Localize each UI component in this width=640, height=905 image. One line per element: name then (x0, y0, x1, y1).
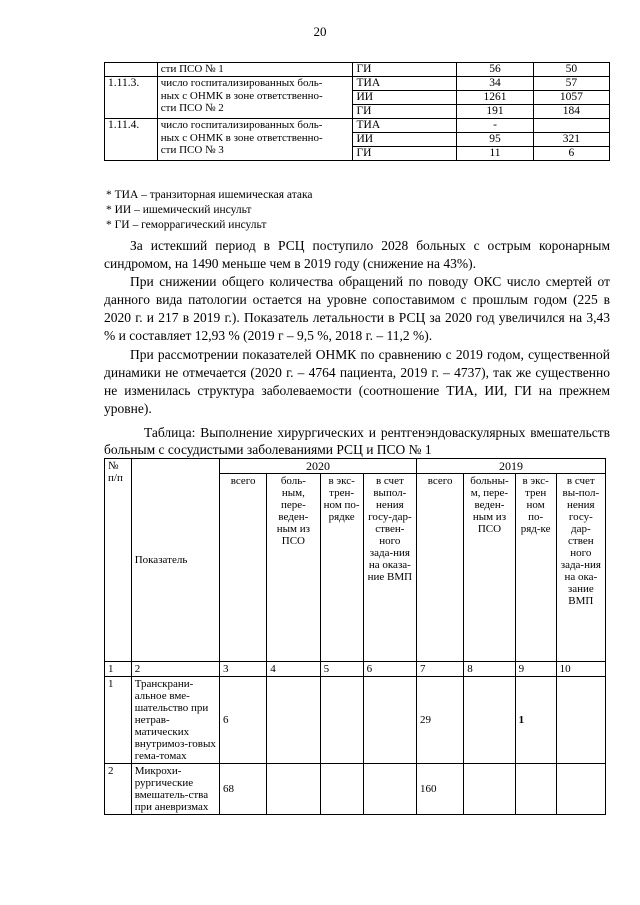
table-cell (267, 764, 320, 815)
onmk-table-row (105, 77, 610, 91)
table-cell (320, 677, 363, 764)
subheader-2020: боль-ным, пере-веден-ным из ПСО (267, 474, 320, 662)
table-row (105, 764, 606, 815)
description-line: число госпитализированных боль- (160, 77, 323, 89)
value-2019: 321 (533, 133, 609, 147)
table-cell (556, 764, 605, 815)
subheader-2019: в счет вы-пол-нения госу-дар-ствен ного зада-ния на ока-зание ВМП (556, 474, 605, 662)
row-description (157, 77, 353, 119)
column-number: 7 (417, 662, 464, 677)
stroke-type: ТИА (353, 119, 457, 133)
value-2019: 1057 (533, 91, 609, 105)
table-cell (464, 764, 515, 815)
table-cell (515, 764, 556, 815)
table-cell (363, 677, 416, 764)
footnote-ii: * ИИ – ишемический инсульт (106, 204, 252, 216)
table-row (105, 677, 606, 764)
row-description (157, 63, 353, 77)
subheader-2019: в экс-трен ном по-ряд-ке (515, 474, 556, 662)
row-description (157, 119, 353, 161)
stroke-type: ИИ (353, 91, 457, 105)
table-cell (363, 764, 416, 815)
row-number: 1.11.3. (105, 77, 158, 119)
onmk-table (104, 62, 610, 161)
value-2020: 11 (457, 147, 533, 161)
column-number: 10 (556, 662, 605, 677)
stroke-type: ИИ (353, 133, 457, 147)
subheader-2020: в экс-трен-ном по-рядке (320, 474, 363, 662)
table-cell: 29 (417, 677, 464, 764)
value-2020: 56 (457, 63, 533, 77)
table-cell: 1 (515, 677, 556, 764)
row-indicator: Микрохи-рургические вмешатель-ства при аневризмах (131, 764, 219, 815)
value-2020: - (457, 119, 533, 133)
subheader-2020: в счет выпол-нения госу-дар-ствен-ного зада-ния на оказа-ние ВМП (363, 474, 416, 662)
value-2019 (533, 119, 609, 133)
column-number: 4 (267, 662, 320, 677)
stroke-type: ГИ (353, 105, 457, 119)
table-cell (464, 677, 515, 764)
header-indicator: Показатель (131, 459, 219, 662)
onmk-table-row (105, 119, 610, 133)
surgery-table (104, 458, 606, 815)
description-line: сти ПСО № 1 (160, 63, 224, 75)
table-cell: 6 (219, 677, 266, 764)
header-year-2019: 2019 (417, 459, 606, 474)
table-caption: Таблица: Выполнение хирургических и рентгенэндоваскулярных вмешательств больным с сосудистыми заболеваниями РСЦ и ПСО № 1 (104, 425, 610, 457)
row-number: 2 (105, 764, 132, 815)
onmk-table-row (105, 63, 610, 77)
description-line: сти ПСО № 2 (160, 102, 224, 114)
footnotes (106, 188, 313, 233)
subheader-2019: больны-м, пере-веден-ным из ПСО (464, 474, 515, 662)
table-cell (267, 677, 320, 764)
table-cell (320, 764, 363, 815)
table-cell: 68 (219, 764, 266, 815)
value-2019: 50 (533, 63, 609, 77)
footnote-gi: * ГИ – геморрагический инсульт (106, 219, 267, 231)
column-number: 6 (363, 662, 416, 677)
column-number: 9 (515, 662, 556, 677)
stroke-type: ТИА (353, 77, 457, 91)
column-number: 5 (320, 662, 363, 677)
description-line: ных с ОНМК в зоне ответственно- (160, 131, 323, 144)
row-number: 1.11.4. (105, 119, 158, 161)
paragraph-onmk: При рассмотрении показателей ОНМК по сравнению с 2019 годом, существенной динамики не отмечается (2020 г. – 4764 пациента, 2019 г. – 4737), так же существенно не изменилась структура заболеваемости (соотношение ТИА, ИИ, ГИ на прежнем уровне). (104, 347, 610, 416)
row-indicator: Транскрани-альное вме-шательство при нетрав-матических внутримоз-говых гема-томах (131, 677, 219, 764)
column-number: 3 (219, 662, 266, 677)
subheader-2020: всего (219, 474, 266, 662)
value-2020: 95 (457, 133, 533, 147)
value-2020: 1261 (457, 91, 533, 105)
value-2020: 34 (457, 77, 533, 91)
description-line: число госпитализированных боль- (160, 119, 323, 131)
row-number (105, 63, 158, 77)
table-cell: 160 (417, 764, 464, 815)
value-2019: 184 (533, 105, 609, 119)
row-number: 1 (105, 677, 132, 764)
description-line: ных с ОНМК в зоне ответственно- (160, 89, 323, 102)
table-cell (556, 677, 605, 764)
value-2019: 57 (533, 77, 609, 91)
value-2020: 191 (457, 105, 533, 119)
stroke-type: ГИ (353, 63, 457, 77)
footnote-tia: * ТИА – транзиторная ишемическая атака (106, 189, 313, 201)
header-no: № п/п (105, 459, 132, 662)
column-number: 8 (464, 662, 515, 677)
column-number: 1 (105, 662, 132, 677)
paragraph-mortality: При снижении общего количества обращений по поводу ОКС число смертей от данного вида патологии остается на уровне сопоставимом с прошлым годом (225 в 2020 г. и 217 в 2019 г.). Показатель летальности в РСЦ за 2020 год увеличился на 3,43 % и составляет 12,93 % (2019 г – 9,5 %, 2018 г. – 11,2 %). (104, 274, 610, 343)
header-year-2020: 2020 (219, 459, 416, 474)
column-number: 2 (131, 662, 219, 677)
subheader-2019: всего (417, 474, 464, 662)
stroke-type: ГИ (353, 147, 457, 161)
description-line: сти ПСО № 3 (160, 144, 224, 156)
page-number: 20 (313, 24, 327, 39)
paragraph-oks: За истекший период в РСЦ поступило 2028 больных с острым коронарным синдромом, на 1490 меньше чем в 2019 году (снижение на 43%). (104, 238, 610, 271)
value-2019: 6 (533, 147, 609, 161)
